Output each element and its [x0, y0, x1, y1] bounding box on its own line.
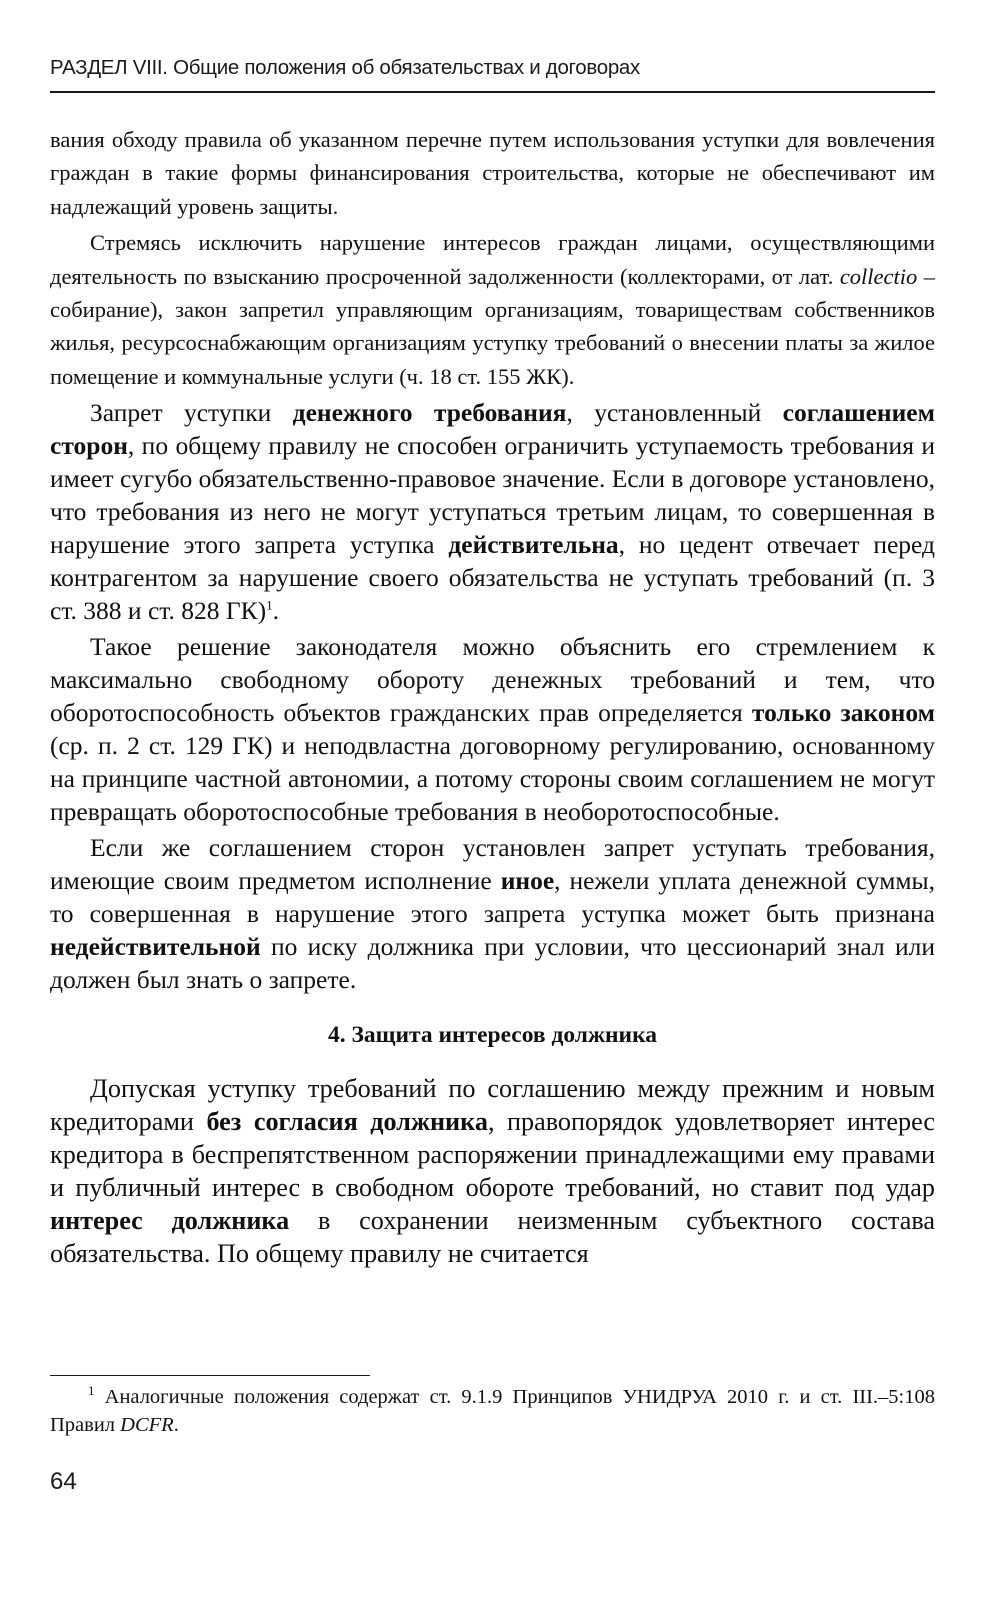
text-run: Запрет уступки [90, 398, 293, 428]
running-header: РАЗДЕЛ VIII. Общие положения об обязательствах и договорах [50, 56, 640, 79]
text-run: в сохранении неизменным субъектного состава обязательства. По общему правилу не считается [50, 1206, 936, 1269]
paragraph-legislator-decision [50, 630, 935, 828]
header-divider [50, 91, 935, 93]
text-run: – собирание), закон запретил управляющим организациям, товариществам собственников жилья, ресурсоснабжающим организациям уступку требований о внесении платы за жилое помещение и коммунальные услуги (ч. 18 ст. 155 ЖК). [50, 263, 936, 389]
page-number: 64 [50, 1468, 77, 1495]
bold-term: только законом [751, 698, 935, 728]
text-run: Такое решение законодателя можно объяснить его стремлением к максимально свободному обороту денежных требований и тем, что оборотоспособность объектов гражданских прав определяется [50, 632, 935, 728]
footnote-text: Аналогичные положения содержат ст. 9.1.9 Принципов УНИДРУА 2010 г. и ст. III.–5:108 Правил [50, 1386, 935, 1436]
bold-term: интерес должника [50, 1206, 290, 1236]
text-run: Стремясь исключить нарушение интересов граждан лицами, осуществляющими деятельность по взысканию просроченной задолженности (коллекторами, от лат. [50, 230, 935, 289]
text-run: по иску должника при условии, что цессионарий знал или должен был знать о запрете. [50, 932, 935, 995]
text-run: , по общему правилу не способен ограничить уступаемость требования и имеет сугубо обязательственно-правовое значение. Если в договоре установлено, что требования из него не могут уступаться третьим лицам, то совершенная в нарушение этого запрета уступка [50, 431, 935, 560]
main-text [50, 123, 935, 1273]
footnote-reference[interactable]: 1 [266, 597, 273, 613]
text-run: (ср. п. 2 ст. 129 ГК) и неподвластна договорному регулированию, основанному на принципе частной автономии, а потому стороны своим соглашением не могут превращать оборотоспособные требования в необоротоспособные. [50, 731, 935, 827]
paragraph-collectors [50, 226, 935, 393]
footnote-text: . [173, 1414, 179, 1436]
text-run: Если же соглашением сторон установлен запрет уступать требования, имеющие своим предметом исполнение [50, 833, 935, 896]
bold-term: денежного требования [292, 398, 567, 428]
bold-term: недействительной [50, 932, 261, 962]
text-run: , установленный [566, 398, 783, 428]
paragraph-continuation [50, 123, 935, 223]
bold-term: действительна [448, 530, 619, 560]
section-heading: 4. Защита интересов должника [327, 1022, 658, 1049]
bold-term: без согласия должника [206, 1107, 488, 1137]
footnote-term: DCFR [120, 1414, 174, 1436]
text-run: , правопорядок удовлетворяет интерес кредитора в беспрепятственном распоряжении принадлежащими ему правами и публичный интерес в свободном обороте требований, но ставит под удар [50, 1107, 935, 1203]
paragraph-debtor-protection [50, 1072, 935, 1270]
latin-term: collectio [839, 263, 918, 289]
text-run: . [272, 596, 279, 626]
bold-term: иное [500, 866, 555, 896]
text-run: Допуская уступку требований по соглашению между прежним и новым кредиторами [50, 1074, 935, 1137]
text-run: вания обходу правила об указанном перечне путем использования уступки для вовлечения граждан в такие формы финансирования строительства, которые не обеспечивают им надлежащий уровень защиты. [50, 127, 935, 219]
paragraph-assignment-ban [50, 396, 935, 627]
paragraph-non-monetary [50, 831, 935, 996]
text-run: , но цедент отвечает перед контрагентом за нарушение своего обязательства не уступать требований (п. 3 ст. 388 и ст. 828 ГК) [50, 530, 935, 626]
footnote-mark: 1 [88, 1383, 95, 1399]
text-run: , нежели уплата денежной суммы, то совершенная в нарушение этого запрета уступка может быть признана [50, 866, 935, 929]
bold-term: соглашением сторон [50, 398, 935, 461]
footnote-divider [50, 1375, 370, 1376]
footnote [50, 1383, 935, 1439]
